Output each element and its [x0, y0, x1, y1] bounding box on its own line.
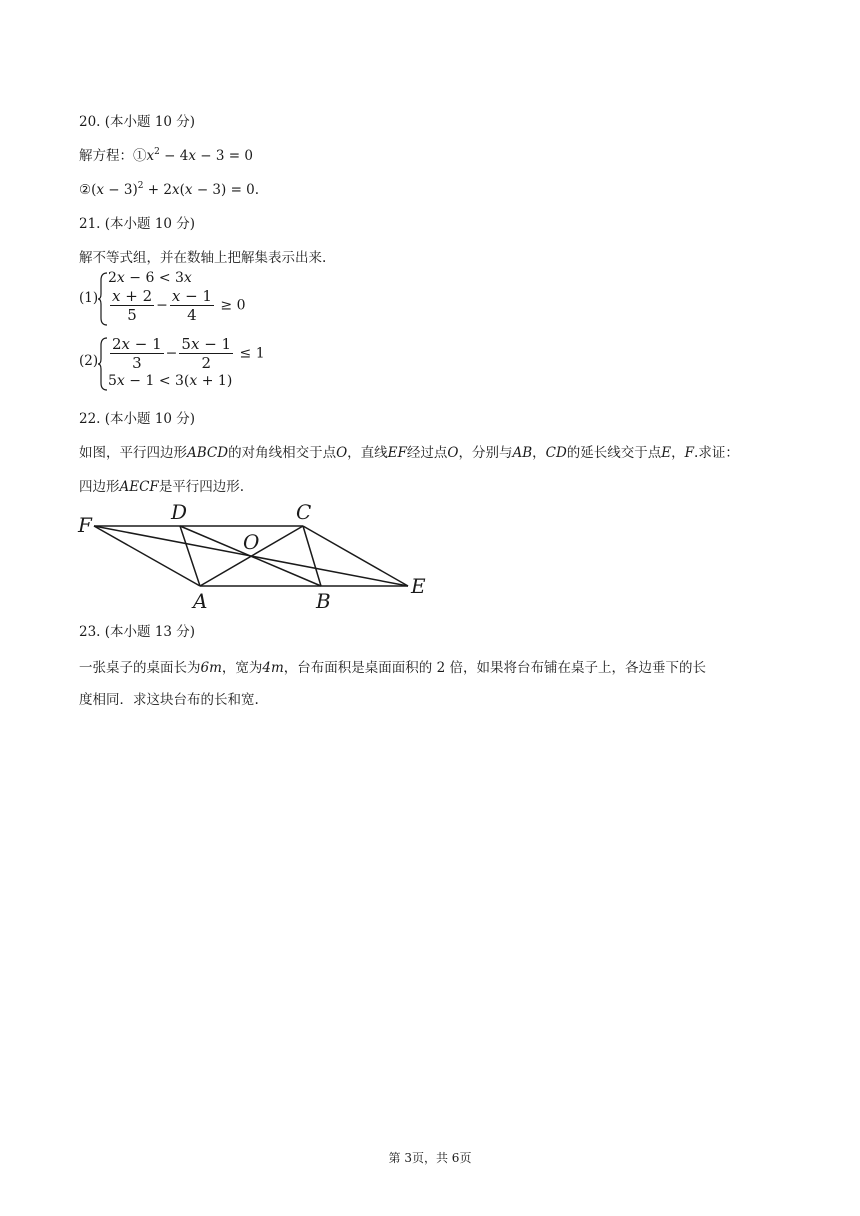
- q22-text-line-1: [79, 443, 739, 463]
- label-f: F: [78, 513, 92, 537]
- label-c: C: [296, 500, 312, 524]
- q23-text-line-2: 度相同．求这块台布的长和宽.: [79, 692, 259, 708]
- page-footer: 第 3页，共 6页: [388, 1151, 472, 1165]
- q20-eq1-marker: ①: [133, 148, 147, 164]
- q20-equation-1: 解方程：$①x^2 - 4x - 3 = 0$: [79, 147, 253, 164]
- q22-header: 22. (本小题 10 分): [79, 411, 196, 427]
- q20-header: 20. (本小题 10 分): [79, 114, 196, 130]
- q22-text: ，: [532, 445, 546, 461]
- label-d: D: [171, 500, 188, 524]
- q22-var-ab: AB: [512, 445, 533, 461]
- q22-text: 的延长线交于点: [566, 445, 662, 461]
- q21-ineq-1a: 2x − 6 < 3x: [108, 270, 192, 286]
- q21-system-1: [79, 270, 279, 328]
- label-a: A: [193, 589, 208, 613]
- q22-var-e: E: [661, 445, 672, 461]
- q22-text: ，分别与: [458, 445, 513, 461]
- q22-var-aecf: AECF: [119, 479, 159, 495]
- left-brace-icon: [98, 337, 108, 391]
- q22-var-abcd: ABCD: [187, 445, 229, 461]
- left-brace-icon: [98, 272, 108, 326]
- q21-part2-label: (2): [79, 353, 99, 369]
- q21-ineq-2b: 5x − 1 < 3(x + 1): [108, 373, 233, 389]
- label-o: O: [243, 530, 260, 554]
- q20-prompt: 解方程：: [79, 148, 133, 164]
- q22-var-f: F: [684, 445, 695, 461]
- q21-ineq-2a: $\frac{2x - 1}{3}$ − $\frac{5x - 1}{2}$ ≤ 1: [112, 335, 265, 372]
- q21-prompt: 解不等式组，并在数轴上把解集表示出来.: [79, 250, 327, 266]
- q22-text: ，直线: [347, 445, 388, 461]
- q22-text-line-2: [79, 477, 244, 497]
- q21-part1-label: (1): [79, 290, 99, 306]
- q22-var-cd: CD: [545, 445, 567, 461]
- q22-text: 如图，平行四边形: [79, 445, 187, 461]
- q22-text: ，: [671, 445, 685, 461]
- q21-header: 21. (本小题 10 分): [79, 216, 196, 232]
- q22-var-ef: EF: [387, 445, 407, 461]
- label-e: E: [411, 574, 426, 598]
- q22-text: 四边形: [79, 479, 120, 495]
- q22-text: 的对角线相交于点: [228, 445, 337, 461]
- q23-text: 一张桌子的桌面长为: [79, 660, 201, 676]
- q23-text-line-1: [79, 658, 706, 678]
- q22-text: .求证：: [694, 445, 739, 461]
- q23-text: ，宽为: [221, 660, 263, 676]
- q23-width: 4m: [262, 660, 284, 676]
- q22-var-o: O: [447, 445, 459, 461]
- line-fa: [94, 526, 200, 586]
- q22-var-o: O: [336, 445, 348, 461]
- q22-text: 是平行四边形.: [158, 479, 245, 495]
- label-b: B: [316, 589, 331, 613]
- q23-header: 23. (本小题 13 分): [79, 624, 196, 640]
- q23-length: 6m: [200, 660, 222, 676]
- q23-text: ，台布面积是桌面面积的 2 倍，如果将台布铺在桌子上，各边垂下的长: [283, 660, 706, 676]
- q20-equation-2: ②(x − 3)$^2$ + 2x(x − 3) = 0.: [79, 181, 260, 198]
- q20-eq2-marker: ②: [79, 182, 92, 198]
- parallelogram-figure: [74, 500, 434, 615]
- q22-text: 经过点: [406, 445, 448, 461]
- q21-ineq-1b: $\frac{x + 2}{5}$ − $\frac{x - 1}{4}$ ≥ 0: [112, 287, 246, 324]
- q21-system-2: [79, 335, 299, 393]
